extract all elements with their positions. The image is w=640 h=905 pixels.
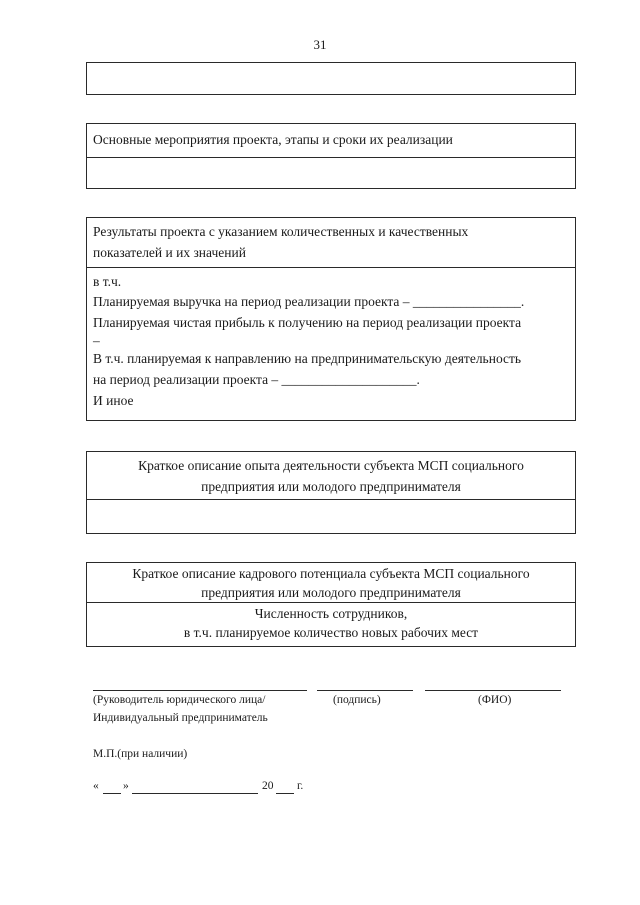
results-line-other: И иное: [93, 393, 134, 408]
year-prefix: 20: [262, 780, 274, 792]
staff-count-line1: Численность сотрудников,: [254, 606, 408, 621]
staff-table: [86, 562, 576, 647]
experience-title-row: [87, 452, 575, 500]
results-line-revenue: Планируемая выручка на период реализации проекта – ________________.: [93, 294, 525, 309]
results-line-profit: Планируемая чистая прибыль к получению на период реализации проекта: [93, 315, 522, 330]
results-line: в т.ч.: [93, 274, 122, 289]
sign-label: (подпись): [333, 694, 381, 706]
head-signature-line[interactable]: [93, 690, 307, 691]
results-table: [86, 217, 576, 421]
month-blank[interactable]: [132, 793, 258, 794]
experience-table: [86, 451, 576, 534]
results-title-row: [87, 218, 575, 268]
activities-table: [86, 123, 576, 189]
name-line[interactable]: [425, 690, 561, 691]
staff-count-row[interactable]: [87, 603, 575, 646]
day-blank[interactable]: [103, 793, 121, 794]
experience-input-row[interactable]: [87, 500, 575, 533]
date-open-quote: «: [93, 780, 99, 792]
stamp-label: М.П.(при наличии): [93, 748, 188, 760]
head-label: (Руководитель юридического лица/: [93, 694, 266, 706]
staff-title-line2: предприятия или молодого предпринимателя: [201, 585, 461, 600]
year-suffix: г.: [297, 780, 304, 792]
staff-title-row: [87, 563, 575, 603]
activities-title: Основные мероприятия проекта, этапы и сроки их реализации: [93, 132, 453, 147]
results-line-dash: –: [93, 333, 100, 348]
results-title-line2: показателей и их значений: [93, 245, 246, 260]
experience-title-line2: предприятия или молодого предпринимателя: [201, 479, 461, 494]
activities-title-row: [87, 124, 575, 158]
year-blank[interactable]: [276, 793, 294, 794]
results-body-row[interactable]: [87, 268, 575, 420]
activities-input-row[interactable]: [87, 158, 575, 188]
experience-title-line1: Краткое описание опыта деятельности субъекта МСП социального: [138, 458, 524, 473]
staff-title-line1: Краткое описание кадрового потенциала субъекта МСП социального: [132, 566, 530, 581]
staff-count-line2: в т.ч. планируемое количество новых рабочих мест: [183, 625, 479, 640]
results-line-business: В т.ч. планируемая к направлению на предпринимательскую деятельность: [93, 351, 522, 366]
results-title-line1: Результаты проекта с указанием количественных и качественных: [93, 224, 469, 239]
name-label: (ФИО): [478, 694, 512, 706]
results-line-period: на период реализации проекта – ____________________.: [93, 372, 420, 387]
date-close-quote: »: [123, 780, 129, 792]
entrepreneur-label: Индивидуальный предприниматель: [93, 712, 268, 724]
sign-line[interactable]: [317, 690, 413, 691]
page-number: 31: [313, 37, 327, 52]
empty-box: [86, 62, 576, 95]
